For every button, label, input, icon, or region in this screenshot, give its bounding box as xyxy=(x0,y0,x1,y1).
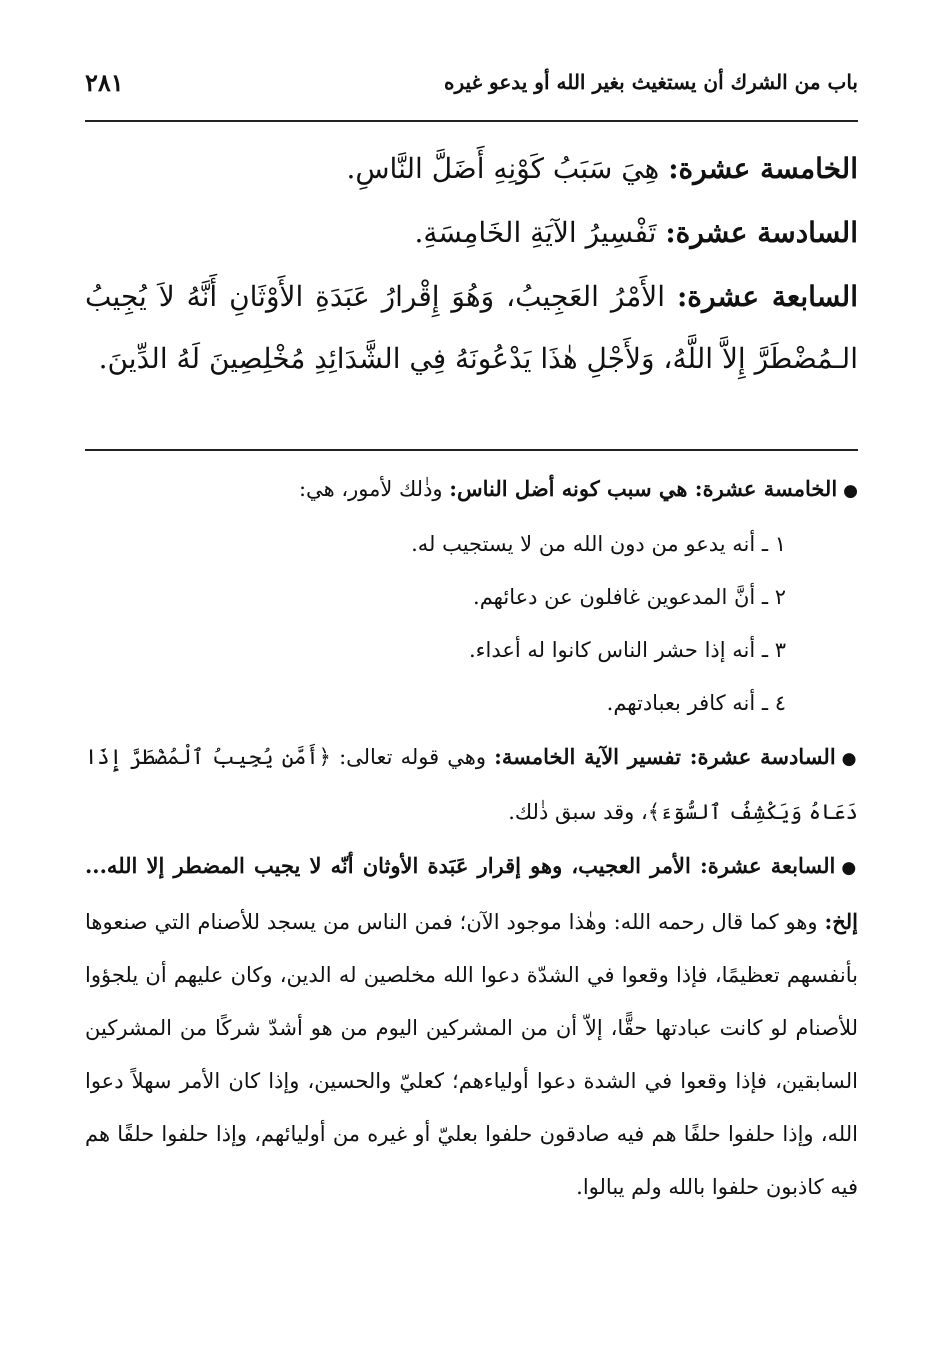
issue-15 xyxy=(85,138,858,200)
header-rule xyxy=(85,120,858,122)
bullet-icon: ● xyxy=(841,749,858,769)
list-item: ٣ ـ أنه إذا حشر الناس كانوا له أعداء. xyxy=(468,638,786,662)
issue-16-label: السادسة عشرة: xyxy=(665,216,858,249)
footnote-rule xyxy=(85,449,858,451)
list-item: ٢ ـ أنَّ المدعوين غافلون عن دعائهم. xyxy=(473,585,786,609)
bullet-icon: ● xyxy=(841,858,858,878)
commentary-16-pre: وهي قوله تعالى: xyxy=(330,745,495,769)
page-number: ٢٨١ xyxy=(85,67,124,97)
commentary-16-label: السادسة عشرة: تفسير الآية الخامسة: xyxy=(494,744,836,769)
commentary-16 xyxy=(85,730,858,839)
commentary-16-post: ، وقد سبق ذٰلك. xyxy=(508,800,648,824)
list-item: ١ ـ أنه يدعو من دون الله من لا يستجيب له. xyxy=(411,532,786,556)
commentary xyxy=(85,462,858,1214)
issue-16 xyxy=(85,202,858,264)
commentary-15-text: وذٰلك لأمور، هي: xyxy=(298,477,450,501)
issue-15-text: هِيَ سَبَبُ كَوْنِهِ أَضَلَّ النَّاسِ. xyxy=(346,152,669,185)
commentary-17-text: وهو كما قال رحمه الله: وهٰذا موجود الآن؛ فمن الناس من يسجد للأصنام التي صنعوها بأنفسهم تعظيمًا، فإذا وقعوا في الشدّة دعوا الله مخلصين له الدين، وكان عليهم أن يلجؤوا للأصنام لو كانت عبادتها حقًّا، إلاّ أن من المشركين اليوم من هو أشدّ شركًا من المشركين السابقين، فإذا وقعوا في الشدة دعوا أولياءهم؛ كعليّ والحسين، وإذا كان الأمر سهلاً دعوا الله، وإذا حلفوا حلفًا هم فيه صادقون حلفوا بعليّ أو غيره من أوليائهم، وإذا حلفوا حلفًا هم فيه كاذبون حلفوا بالله ولم يبالوا. xyxy=(85,910,858,1199)
commentary-17 xyxy=(85,839,858,1214)
bullet-icon: ● xyxy=(843,481,858,501)
quran-verse: ﴿أَمَّن يُجِيبُ ٱلْمُضْطَرَّ إِذَا دَعَاهُ وَيَكْشِفُ ٱلسُّوٓءَ﴾ xyxy=(85,745,858,824)
issue-17-label: السابعة عشرة: xyxy=(676,280,858,313)
issue-17 xyxy=(85,266,858,390)
commentary-17-label: السابعة عشرة: الأمر العجيب، وهو إقرار عَبَدة الأوثان أنّه لا يجيب المضطر إلا الله... إلخ: xyxy=(85,853,858,934)
main-text xyxy=(85,138,858,392)
issue-17-text: الأَمْرُ العَجِيبُ، وَهُوَ إِقْرارُ عَبَدَةِ الأَوْثَانِ أَنَّهُ لاَ يُجِيبُ الـمُضْطَرَّ إِلاَّ اللَّهُ، وَلأَجْلِ هٰذَا يَدْعُونَهُ فِي الشَّدَائِدِ مُخْلِصِينَ لَهُ الدِّينَ. xyxy=(85,280,858,375)
issue-15-label: الخامسة عشرة: xyxy=(668,152,858,185)
commentary-15 xyxy=(85,462,858,518)
commentary-15-label: الخامسة عشرة: هي سبب كونه أضل الناس: xyxy=(449,476,838,501)
list-item: ٤ ـ أنه كافر بعبادتهم. xyxy=(606,691,786,715)
page-header xyxy=(85,62,858,102)
issue-16-text: تَفْسِيرُ الآيَةِ الخَامِسَةِ. xyxy=(414,216,666,249)
running-title: باب من الشرك أن يستغيث بغير الله أو يدعو غيره xyxy=(444,70,858,94)
